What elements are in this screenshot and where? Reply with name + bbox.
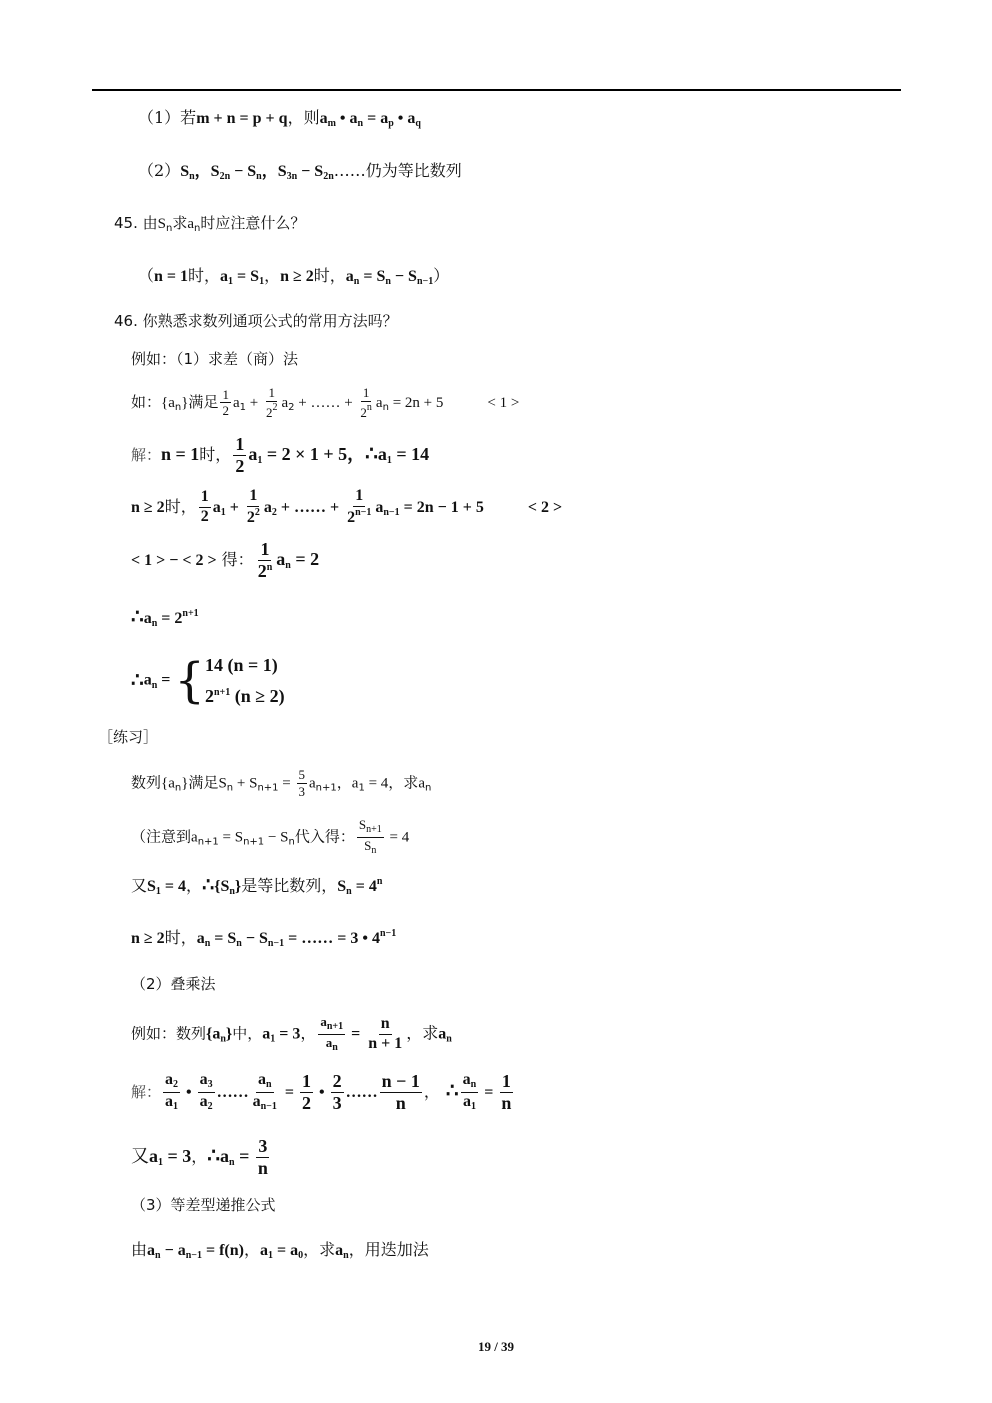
exercise-statement: 数列$\{a_n\}$满足$S_n + S_{n+1}$ = $\frac{5}{3}$ $a_{n+1}$，$a_1 = 4$，求$a_n$ [131, 767, 432, 799]
example-2-result: 又$a_1 = 3$，$\therefore a_n$ = $\frac{3}{n}$ [131, 1136, 268, 1178]
exercise-step-2: n ≥ 2时，$a_n = S_n - S_{n-1}$ = …… = 3 • $4^{n-1}$ [131, 928, 397, 949]
example-1-result: $\therefore a_n = 2^{n+1}$ [131, 606, 199, 629]
question-45: 45. 由$S_n$求$a_n$时应注意什么？ [114, 214, 306, 234]
property-1-line: （1）若m + n = p + q，则$a_m$ • $a_n = a_p$ • $a_q$ [138, 108, 421, 129]
page-number: 19 / 39 [477, 1339, 515, 1354]
example-1-piecewise: $\therefore a_n$ = { 14 (n = 1) $2^{n+1}$ (n ≥ 2) [131, 652, 285, 709]
example-2-statement: 例如：数列$\{a_n\}$中，$a_1 = 3$， $\frac{a_{n+1}}{a_n}$ = $\frac{n}{n + 1}$ ，求$a_n$ [131, 1014, 452, 1053]
example-1-condition: 如：$\{a_n\}$满足 $\frac{1}{2}$ $a_1$ + $\frac{1}{2^2}$ $a_2$ + …… + $\frac{1}{2^n}$ $a_n = 2n + 5 < 1$ > [131, 385, 520, 420]
example-1-subtract: < 1 > − < 2 > 得： $\frac{1}{2^n}$ $a_n = 2$ [131, 539, 320, 581]
exercise-step-1: 又$S_1 = 4$，$\therefore\{S_n\}$是等比数列，$S_n = 4^n$ [131, 875, 383, 897]
method-2-heading: （2）叠乘法 [131, 975, 216, 993]
example-2-solution: 解： $\frac{a_2}{a_1}$ • $\frac{a_3}{a_2}$ …… $\frac{a_n}{a_{n-1}}$ = $\frac{1}{2}$ • $\frac{2}{3}$ …… $\frac{n - 1}{n}$ ， ∴ $\frac{a_n}{a_1}$ = $\frac{1}{n}$ [131, 1071, 512, 1113]
example-1-solution-n2: n ≥ 2时， $\frac{1}{2}$ $a_1$ + $\frac{1}{2^2}$ $a_2$ + …… + $\frac{1}{2^{n-1}}$ $a_{n-1} = 2n - 1 + 5 < 2$ > [131, 487, 563, 526]
answer-45: （n = 1时，$a_1 = S_1$，n ≥ 2时，$a_n = S_n - S_{n-1}$） [138, 266, 450, 287]
property-2-line: $(2)S_n$，$S_{2n} - S_n$，$S_{3n}$ − $S_{2n}\dots\dots$仍为等比数列 [138, 161, 462, 182]
method-3-formula: 由$a_n - a_{n-1} = f(n)$，$a_1 = a_0$，求$a_n$，用迭加法 [131, 1240, 429, 1261]
method-1-heading: 例如：（1）求差（商）法 [131, 350, 299, 368]
exercise-hint: （注意到$a_{n+1} = S_{n+1} - S_n$代入得： $\frac{S_{n+1}}{S_n}$ = 4 [131, 817, 410, 856]
example-1-solution-n1: 解：n = 1时， $\frac{1}{2}$ $a_1 = 2 \times 1 + 5$，$\therefore a_1 = 14$ [131, 434, 430, 476]
exercise-heading: ［练习］ [98, 728, 159, 746]
header-rule [92, 89, 901, 91]
question-46: 46. 你熟悉求数列通项公式的常用方法吗？ [114, 312, 398, 330]
method-3-heading: （3）等差型递推公式 [131, 1196, 276, 1214]
